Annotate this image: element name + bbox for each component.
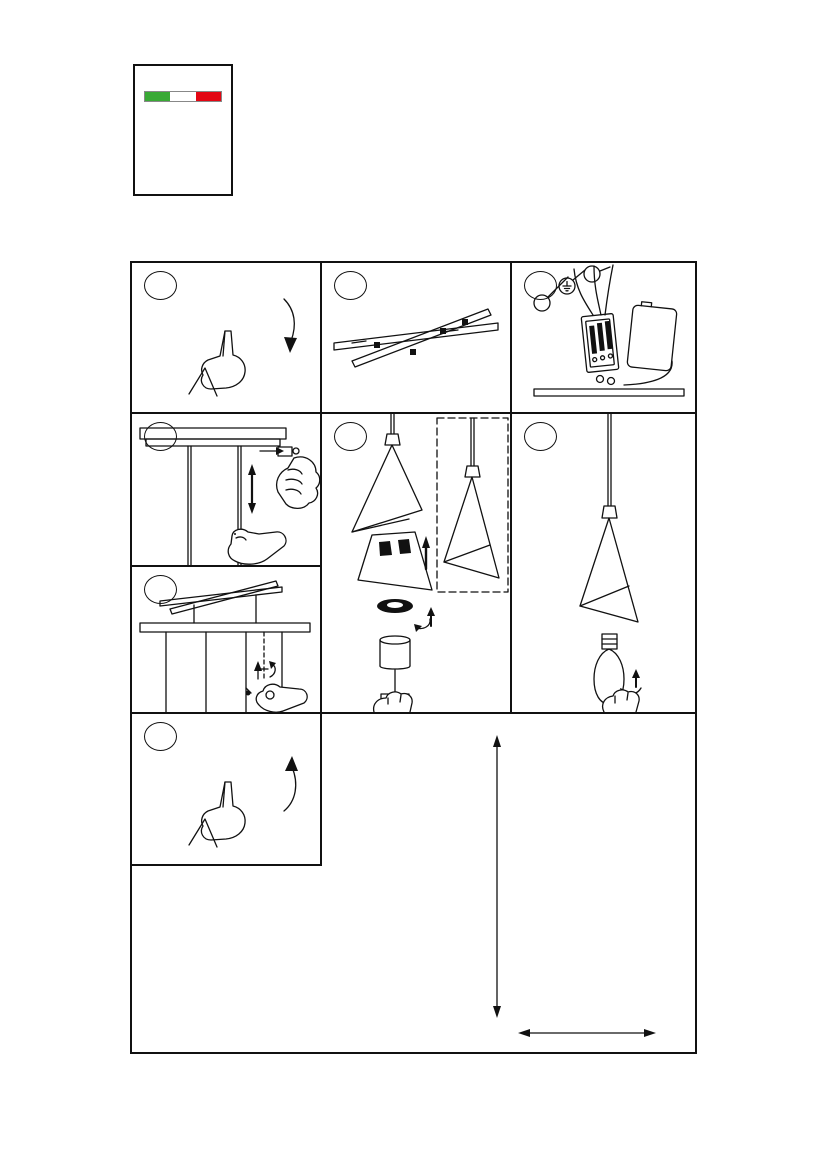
cone-shade-icon xyxy=(352,445,422,532)
mounting-bracket-icon xyxy=(160,581,282,623)
ceiling-plate-icon xyxy=(534,389,684,396)
steps-grid xyxy=(130,261,697,1054)
ring-nut-icon xyxy=(377,599,413,613)
supply-wires xyxy=(574,265,613,315)
hand-icon xyxy=(256,684,307,712)
step-8-drawing xyxy=(132,714,320,864)
up-down-arrow-icon xyxy=(248,464,256,514)
arrow-up-icon xyxy=(422,536,430,569)
cone-pendant-icon xyxy=(580,518,638,622)
qr-code xyxy=(359,769,419,829)
canopy-bar xyxy=(140,623,310,632)
height-dimension xyxy=(493,735,501,1018)
arrow-up-icon xyxy=(284,756,298,811)
terminal-block-icon xyxy=(581,313,619,372)
ceiling-canopy-icon xyxy=(140,428,286,446)
italian-flag-icon xyxy=(144,91,222,102)
lightstar-logo xyxy=(133,64,233,196)
mounting-bracket-icon xyxy=(334,309,498,367)
dimension-drawing xyxy=(462,727,702,1039)
rotate-arrow-icon xyxy=(414,607,435,632)
grid-line xyxy=(132,864,322,866)
arrow-down-icon xyxy=(284,299,297,353)
junction-cover-icon xyxy=(627,301,678,371)
hand-icon xyxy=(228,529,286,564)
cord-lock-icon xyxy=(260,447,299,456)
assembled-cone-preview xyxy=(437,418,508,592)
earth-icon xyxy=(563,282,571,291)
inner-shade-icon xyxy=(358,532,432,590)
step-7-drawing xyxy=(512,414,699,712)
step-2-drawing xyxy=(322,263,510,412)
step-3-drawing xyxy=(512,263,699,412)
socket-icon xyxy=(380,636,410,699)
pointing-hand-icon xyxy=(189,331,245,396)
step-6-drawing xyxy=(322,414,510,712)
step-1-drawing xyxy=(132,263,320,412)
step-4-drawing xyxy=(132,414,320,565)
wire-label-neutral xyxy=(534,277,568,311)
diameter-dimension xyxy=(518,1029,656,1037)
hand-icon xyxy=(603,690,640,712)
hand-icon xyxy=(277,457,320,508)
wire-label-line xyxy=(584,266,610,282)
step-5-drawing xyxy=(132,567,320,712)
loop-wire xyxy=(624,361,672,385)
pointing-hand-icon xyxy=(189,782,245,847)
hand-icon xyxy=(374,692,413,712)
